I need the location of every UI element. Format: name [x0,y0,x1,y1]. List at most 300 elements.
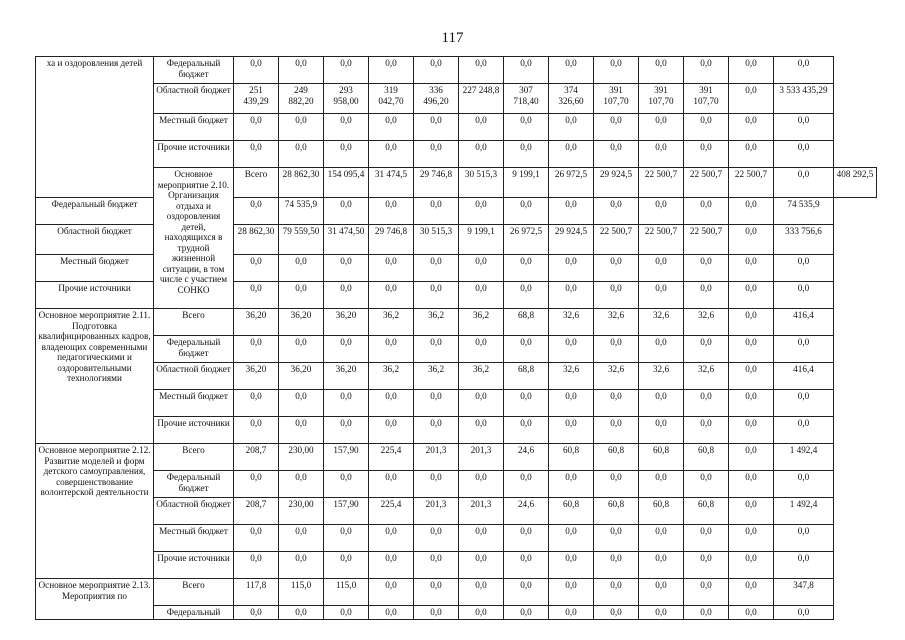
amount-cell: 0,0 [324,282,369,309]
amount-cell: 0,0 [414,114,459,141]
amount-cell: 29 924,5 [594,168,639,198]
amount-cell: 28 862,30 [279,168,324,198]
total-cell: 0,0 [774,114,834,141]
funding-source: Местный бюджет [154,390,234,417]
total-cell: 3 533 435,29 [774,84,834,114]
amount-cell: 0,0 [504,282,549,309]
amount-cell: 0,0 [639,255,684,282]
amount-cell: 0,0 [504,579,549,606]
amount-cell: 0,0 [234,198,279,225]
amount-cell: 22 500,7 [594,225,639,255]
amount-cell: 0,0 [639,114,684,141]
amount-cell: 0,0 [729,363,774,390]
funding-source: Местный бюджет [154,525,234,552]
amount-cell: 0,0 [729,114,774,141]
amount-cell: 0,0 [684,606,729,620]
funding-source: Прочие источники [154,552,234,579]
amount-cell: 32,6 [549,363,594,390]
amount-cell: 22 500,7 [684,225,729,255]
amount-cell: 0,0 [369,114,414,141]
amount-cell: 36,20 [279,309,324,336]
amount-cell: 36,20 [234,363,279,390]
amount-cell: 0,0 [504,141,549,168]
amount-cell: 36,2 [369,309,414,336]
amount-cell: 0,0 [729,525,774,552]
activity-name: ха и оздоровления детей [36,57,154,198]
amount-cell: 0,0 [684,525,729,552]
amount-cell: 0,0 [414,606,459,620]
funding-source: Всего [154,579,234,606]
amount-cell: 60,8 [639,498,684,525]
amount-cell: 0,0 [729,57,774,84]
amount-cell: 0,0 [594,525,639,552]
total-cell: 0,0 [774,390,834,417]
activity-name: Основное мероприятие 2.10. Организация отдыха и оздоровления детей, находящихся в трудной жизненной ситуации, в том числе с участием СОНКО [154,168,234,309]
amount-cell: 0,0 [459,255,504,282]
amount-cell: 201,3 [459,444,504,471]
amount-cell: 251 439,29 [234,84,279,114]
amount-cell: 0,0 [279,552,324,579]
amount-cell: 0,0 [594,282,639,309]
total-cell: 408 292,5 [834,168,877,198]
funding-source: Прочие источники [154,141,234,168]
amount-cell: 74 535,9 [279,198,324,225]
amount-cell: 0,0 [594,141,639,168]
amount-cell: 31 474,5 [369,168,414,198]
funding-source: Прочие источники [154,417,234,444]
amount-cell: 26 972,5 [504,225,549,255]
amount-cell: 0,0 [594,255,639,282]
amount-cell: 0,0 [504,57,549,84]
amount-cell: 0,0 [279,141,324,168]
amount-cell: 0,0 [234,114,279,141]
amount-cell: 225,4 [369,444,414,471]
amount-cell: 293 958,00 [324,84,369,114]
amount-cell: 60,8 [639,444,684,471]
amount-cell: 0,0 [639,579,684,606]
amount-cell: 36,2 [369,363,414,390]
amount-cell: 0,0 [369,552,414,579]
amount-cell: 0,0 [369,579,414,606]
amount-cell: 0,0 [729,309,774,336]
amount-cell: 374 326,60 [549,84,594,114]
amount-cell: 0,0 [639,471,684,498]
amount-cell: 0,0 [234,282,279,309]
amount-cell: 115,0 [279,579,324,606]
amount-cell: 0,0 [324,336,369,363]
funding-source: Федеральный бюджет [154,57,234,84]
amount-cell: 230,00 [279,498,324,525]
amount-cell: 28 862,30 [234,225,279,255]
amount-cell: 0,0 [549,417,594,444]
activity-name: Основное мероприятие 2.12. Развитие моделей и форм детского самоуправления, совершенствование волонтерской деятельности [36,444,154,579]
amount-cell: 0,0 [414,579,459,606]
amount-cell: 0,0 [549,390,594,417]
amount-cell: 30 515,3 [459,168,504,198]
funding-source: Областной бюджет [154,84,234,114]
amount-cell: 0,0 [729,225,774,255]
table-row [36,417,877,444]
amount-cell: 0,0 [324,390,369,417]
amount-cell: 0,0 [504,417,549,444]
budget-table-body [36,57,877,620]
total-cell: 416,4 [774,363,834,390]
amount-cell: 0,0 [324,525,369,552]
amount-cell: 36,20 [234,309,279,336]
amount-cell: 0,0 [234,255,279,282]
amount-cell: 29 924,5 [549,225,594,255]
amount-cell: 249 882,20 [279,84,324,114]
funding-source: Прочие источники [36,282,154,309]
table-row [36,309,877,336]
amount-cell: 0,0 [324,198,369,225]
amount-cell: 0,0 [279,255,324,282]
table-row [36,498,877,525]
amount-cell: 319 042,70 [369,84,414,114]
amount-cell: 0,0 [504,336,549,363]
total-cell: 0,0 [774,282,834,309]
amount-cell: 0,0 [414,198,459,225]
amount-cell: 0,0 [504,552,549,579]
amount-cell: 0,0 [504,525,549,552]
amount-cell: 0,0 [414,417,459,444]
amount-cell: 0,0 [459,390,504,417]
amount-cell: 0,0 [414,525,459,552]
amount-cell: 0,0 [279,471,324,498]
activity-name: Основное мероприятие 2.11. Подготовка квалифицированных кадров, владеющих современными педагогическими и оздоровительными технологиями [36,309,154,444]
funding-source: Местный бюджет [36,255,154,282]
amount-cell: 0,0 [459,198,504,225]
amount-cell: 0,0 [639,525,684,552]
amount-cell: 0,0 [729,498,774,525]
amount-cell: 0,0 [279,390,324,417]
amount-cell: 0,0 [549,606,594,620]
amount-cell: 157,90 [324,498,369,525]
amount-cell: 0,0 [324,114,369,141]
amount-cell: 68,8 [504,309,549,336]
amount-cell: 0,0 [594,417,639,444]
amount-cell: 36,20 [324,363,369,390]
amount-cell: 0,0 [504,198,549,225]
amount-cell: 0,0 [729,552,774,579]
amount-cell: 32,6 [684,363,729,390]
table-row [36,336,877,363]
amount-cell: 307 718,40 [504,84,549,114]
table-row [36,57,877,84]
amount-cell: 117,8 [234,579,279,606]
funding-source: Федеральный бюджет [36,198,154,225]
amount-cell: 0,0 [594,198,639,225]
amount-cell: 0,0 [639,552,684,579]
amount-cell: 0,0 [729,390,774,417]
amount-cell: 32,6 [549,309,594,336]
amount-cell: 201,3 [414,444,459,471]
total-cell: 0,0 [774,471,834,498]
amount-cell: 0,0 [414,57,459,84]
amount-cell: 0,0 [369,282,414,309]
total-cell: 416,4 [774,309,834,336]
amount-cell: 0,0 [684,57,729,84]
activity-name: Основное мероприятие 2.13. Мероприятия по [36,579,154,620]
table-row [36,606,877,620]
amount-cell: 0,0 [549,579,594,606]
amount-cell: 0,0 [684,141,729,168]
amount-cell: 22 500,7 [729,168,774,198]
amount-cell: 391 107,70 [639,84,684,114]
amount-cell: 0,0 [729,579,774,606]
amount-cell: 0,0 [369,57,414,84]
amount-cell: 0,0 [324,255,369,282]
amount-cell: 0,0 [459,579,504,606]
amount-cell: 32,6 [639,363,684,390]
amount-cell: 0,0 [639,141,684,168]
amount-cell: 0,0 [234,336,279,363]
amount-cell: 227 248,8 [459,84,504,114]
amount-cell: 0,0 [459,552,504,579]
amount-cell: 0,0 [459,471,504,498]
amount-cell: 208,7 [234,444,279,471]
amount-cell: 0,0 [594,552,639,579]
amount-cell: 0,0 [729,255,774,282]
amount-cell: 0,0 [234,390,279,417]
amount-cell: 0,0 [549,282,594,309]
amount-cell: 0,0 [684,552,729,579]
amount-cell: 26 972,5 [549,168,594,198]
amount-cell: 0,0 [549,141,594,168]
amount-cell: 0,0 [729,471,774,498]
amount-cell: 0,0 [774,168,834,198]
table-row [36,471,877,498]
amount-cell: 0,0 [369,471,414,498]
amount-cell: 0,0 [504,114,549,141]
amount-cell: 30 515,3 [414,225,459,255]
amount-cell: 29 746,8 [414,168,459,198]
amount-cell: 36,2 [459,309,504,336]
total-cell: 333 756,6 [774,225,834,255]
amount-cell: 0,0 [684,255,729,282]
amount-cell: 0,0 [279,525,324,552]
total-cell: 74 535,9 [774,198,834,225]
amount-cell: 0,0 [684,198,729,225]
amount-cell: 0,0 [324,57,369,84]
amount-cell: 0,0 [459,282,504,309]
amount-cell: 0,0 [639,336,684,363]
amount-cell: 115,0 [324,579,369,606]
amount-cell: 79 559,50 [279,225,324,255]
amount-cell: 0,0 [459,606,504,620]
funding-source: Федеральный бюджет [154,336,234,363]
amount-cell: 0,0 [459,336,504,363]
amount-cell: 0,0 [684,282,729,309]
amount-cell: 0,0 [324,471,369,498]
amount-cell: 0,0 [594,57,639,84]
budget-table [35,56,877,620]
total-cell: 0,0 [774,525,834,552]
amount-cell: 36,2 [414,309,459,336]
amount-cell: 24,6 [504,444,549,471]
amount-cell: 0,0 [414,255,459,282]
amount-cell: 208,7 [234,498,279,525]
amount-cell: 60,8 [549,498,594,525]
amount-cell: 0,0 [369,390,414,417]
total-cell: 1 492,4 [774,444,834,471]
amount-cell: 36,20 [324,309,369,336]
amount-cell: 154 095,4 [324,168,369,198]
amount-cell: 0,0 [639,417,684,444]
amount-cell: 0,0 [279,606,324,620]
amount-cell: 0,0 [414,141,459,168]
amount-cell: 0,0 [639,57,684,84]
amount-cell: 0,0 [459,525,504,552]
amount-cell: 0,0 [594,114,639,141]
amount-cell: 0,0 [279,282,324,309]
table-row [36,444,877,471]
amount-cell: 0,0 [279,417,324,444]
amount-cell: 32,6 [684,309,729,336]
amount-cell: 0,0 [279,336,324,363]
total-cell: 0,0 [774,606,834,620]
amount-cell: 0,0 [549,255,594,282]
amount-cell: 201,3 [414,498,459,525]
amount-cell: 201,3 [459,498,504,525]
amount-cell: 225,4 [369,498,414,525]
amount-cell: 336 496,20 [414,84,459,114]
page-number: 117 [441,30,464,46]
table-row [36,114,877,141]
amount-cell: 0,0 [414,282,459,309]
amount-cell: 0,0 [459,57,504,84]
amount-cell: 0,0 [549,552,594,579]
amount-cell: 0,0 [729,141,774,168]
amount-cell: 0,0 [414,552,459,579]
amount-cell: 0,0 [504,471,549,498]
funding-source: Местный бюджет [154,114,234,141]
amount-cell: 391 107,70 [684,84,729,114]
amount-cell: 31 474,50 [324,225,369,255]
amount-cell: 0,0 [594,606,639,620]
amount-cell: 24,6 [504,498,549,525]
amount-cell: 0,0 [324,606,369,620]
amount-cell: 0,0 [234,57,279,84]
amount-cell: 0,0 [234,552,279,579]
amount-cell: 0,0 [324,141,369,168]
amount-cell: 0,0 [369,255,414,282]
amount-cell: 0,0 [549,57,594,84]
amount-cell: 0,0 [684,417,729,444]
amount-cell: 0,0 [549,471,594,498]
amount-cell: 22 500,7 [639,225,684,255]
total-cell: 0,0 [774,417,834,444]
amount-cell: 0,0 [594,579,639,606]
funding-source: Всего [154,444,234,471]
amount-cell: 0,0 [684,114,729,141]
amount-cell: 0,0 [549,336,594,363]
table-row [36,363,877,390]
amount-cell: 230,00 [279,444,324,471]
funding-source: Всего [234,168,279,198]
amount-cell: 9 199,1 [504,168,549,198]
total-cell: 0,0 [774,141,834,168]
amount-cell: 0,0 [684,471,729,498]
table-row [36,390,877,417]
amount-cell: 0,0 [729,417,774,444]
amount-cell: 0,0 [324,417,369,444]
amount-cell: 0,0 [639,282,684,309]
funding-source: Федеральный бюджет [154,471,234,498]
amount-cell: 0,0 [504,390,549,417]
amount-cell: 0,0 [684,390,729,417]
amount-cell: 22 500,7 [684,168,729,198]
amount-cell: 0,0 [234,606,279,620]
total-cell: 0,0 [774,57,834,84]
table-row [36,168,877,198]
total-cell: 347,8 [774,579,834,606]
amount-cell: 0,0 [369,198,414,225]
amount-cell: 391 107,70 [594,84,639,114]
amount-cell: 0,0 [729,198,774,225]
amount-cell: 9 199,1 [459,225,504,255]
amount-cell: 0,0 [594,471,639,498]
amount-cell: 0,0 [459,417,504,444]
amount-cell: 36,20 [279,363,324,390]
table-row [36,525,877,552]
amount-cell: 0,0 [549,198,594,225]
table-row [36,552,877,579]
amount-cell: 0,0 [234,141,279,168]
amount-cell: 0,0 [639,606,684,620]
amount-cell: 0,0 [234,525,279,552]
amount-cell: 36,2 [414,363,459,390]
amount-cell: 60,8 [684,444,729,471]
amount-cell: 60,8 [684,498,729,525]
amount-cell: 0,0 [549,114,594,141]
amount-cell: 0,0 [279,57,324,84]
amount-cell: 68,8 [504,363,549,390]
amount-cell: 36,2 [459,363,504,390]
funding-source: Всего [154,309,234,336]
amount-cell: 0,0 [684,336,729,363]
amount-cell: 0,0 [729,282,774,309]
amount-cell: 0,0 [729,606,774,620]
amount-cell: 0,0 [279,114,324,141]
amount-cell: 0,0 [729,84,774,114]
table-row [36,579,877,606]
amount-cell: 0,0 [549,525,594,552]
amount-cell: 0,0 [414,471,459,498]
amount-cell: 0,0 [639,390,684,417]
amount-cell: 0,0 [594,336,639,363]
amount-cell: 0,0 [684,579,729,606]
amount-cell: 60,8 [594,444,639,471]
amount-cell: 0,0 [504,255,549,282]
funding-source: Областной бюджет [154,498,234,525]
funding-source: Областной бюджет [36,225,154,255]
table-row [36,84,877,114]
amount-cell: 32,6 [594,363,639,390]
amount-cell: 60,8 [594,498,639,525]
amount-cell: 0,0 [369,525,414,552]
total-cell: 0,0 [774,552,834,579]
amount-cell: 157,90 [324,444,369,471]
amount-cell: 0,0 [594,390,639,417]
total-cell: 0,0 [774,255,834,282]
amount-cell: 32,6 [594,309,639,336]
amount-cell: 0,0 [324,552,369,579]
amount-cell: 0,0 [414,390,459,417]
amount-cell: 0,0 [234,471,279,498]
total-cell: 1 492,4 [774,498,834,525]
amount-cell: 60,8 [549,444,594,471]
